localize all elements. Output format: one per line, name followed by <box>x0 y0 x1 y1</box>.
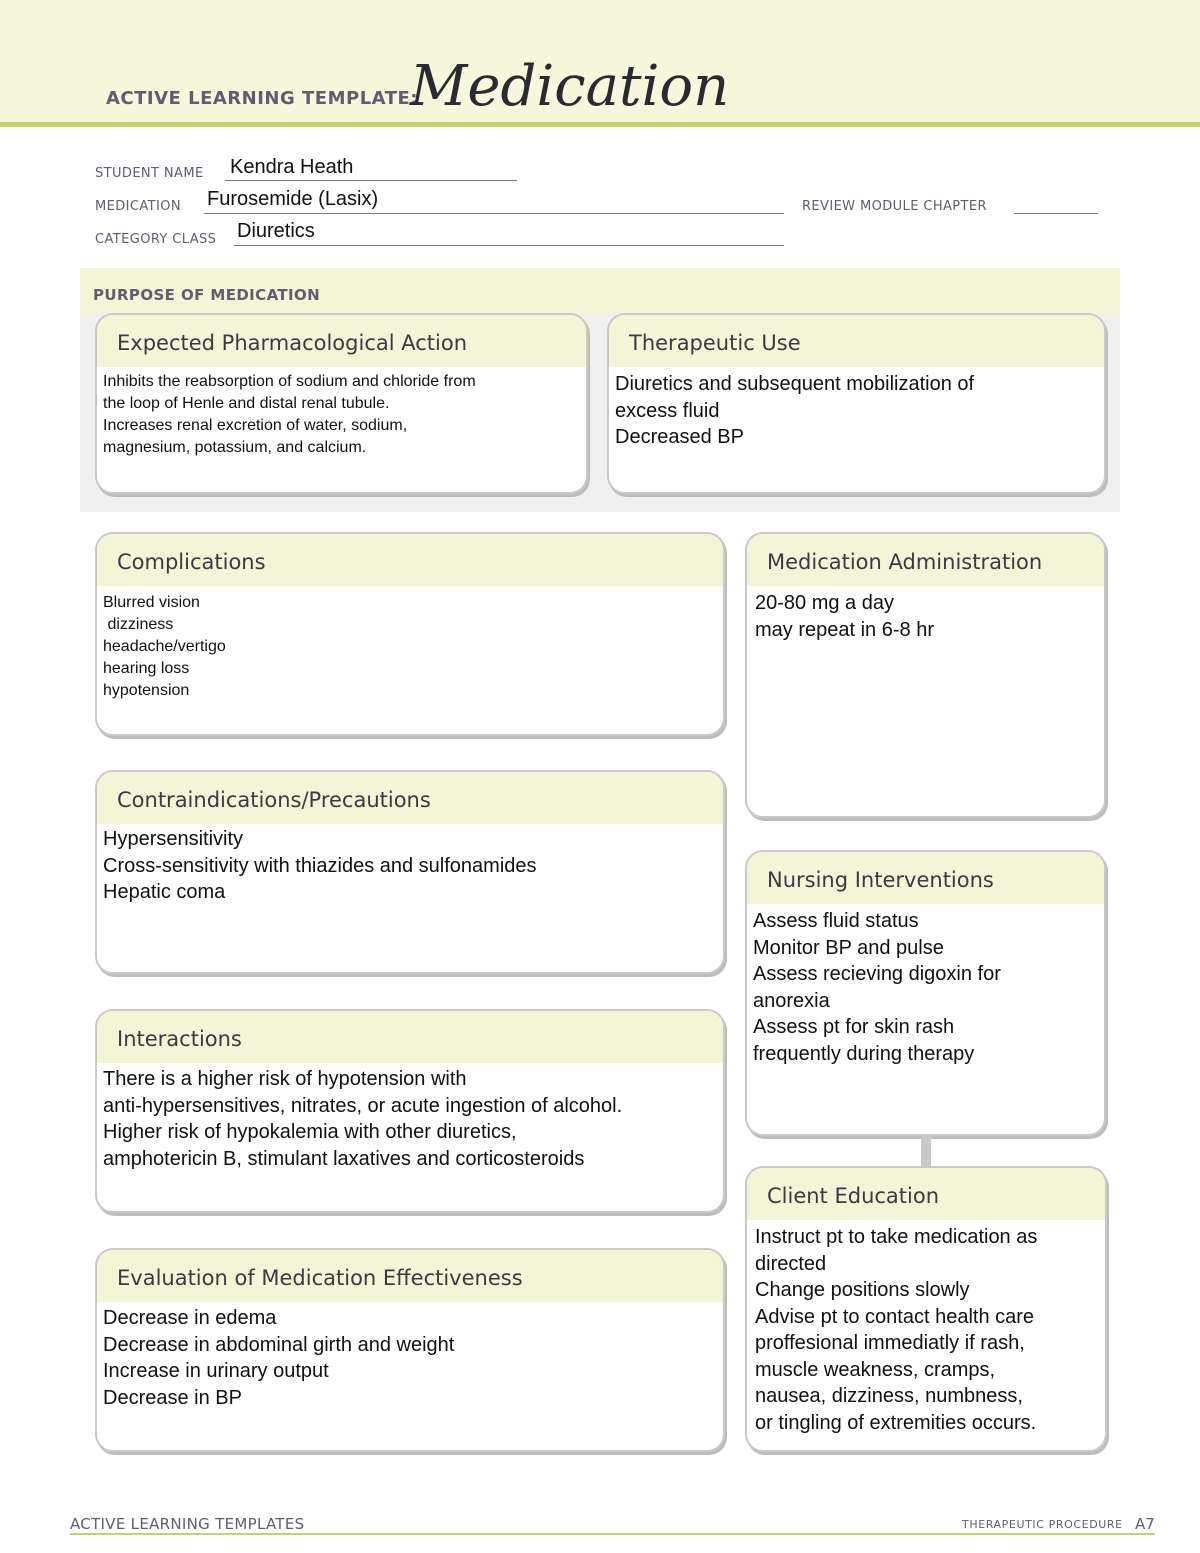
body-line: Advise pt to contact health care <box>755 1305 1035 1328</box>
complications-title: Complications <box>97 534 723 586</box>
medication-administration-body[interactable] <box>747 586 1104 643</box>
body-line: Decrease in BP <box>103 1386 242 1409</box>
body-line: headache/vertigo <box>103 638 226 655</box>
category-class-field[interactable]: Diuretics <box>237 220 315 242</box>
body-line: Monitor BP and pulse <box>753 936 944 959</box>
student-name-label: STUDENT NAME <box>95 166 204 181</box>
body-line: muscle weakness, cramps, <box>755 1358 996 1381</box>
footer-left: ACTIVE LEARNING TEMPLATES <box>70 1515 305 1533</box>
interactions-body[interactable] <box>97 1063 723 1172</box>
client-education-title: Client Education <box>747 1168 1105 1220</box>
nursing-interventions-box <box>745 850 1106 1136</box>
body-line: directed <box>755 1252 827 1275</box>
body-line: Cross-sensitivity with thiazides and sulfonamides <box>103 854 537 877</box>
template-title: Medication <box>410 54 730 119</box>
body-line: hypotension <box>103 682 190 699</box>
complications-box <box>95 532 725 736</box>
box-connector <box>921 1134 931 1166</box>
template-label: ACTIVE LEARNING TEMPLATE: <box>106 88 418 109</box>
body-line: 20-80 mg a day <box>755 592 894 614</box>
body-line: nausea, dizziness, numbness, <box>755 1385 1023 1407</box>
body-line: Decreased BP <box>615 426 744 448</box>
therapeutic-use-box <box>607 313 1106 494</box>
body-line: Decrease in edema <box>103 1307 277 1329</box>
evaluation-box <box>95 1248 725 1452</box>
body-line: magnesium, potassium, and calcium. <box>103 439 367 456</box>
contraindications-title: Contraindications/Precautions <box>97 772 723 824</box>
body-line: Inhibits the reabsorption of sodium and chloride from <box>103 373 476 390</box>
medication-administration-title: Medication Administration <box>747 534 1104 586</box>
interactions-box <box>95 1009 725 1213</box>
interactions-title: Interactions <box>97 1011 723 1063</box>
contraindications-body[interactable] <box>97 824 723 906</box>
body-line: Diuretics and subsequent mobilization of <box>615 373 975 395</box>
body-line: There is a higher risk of hypotension with <box>103 1068 467 1090</box>
body-line: the loop of Henle and distal renal tubule. <box>103 395 390 412</box>
body-line: excess fluid <box>615 399 720 422</box>
nursing-interventions-title: Nursing Interventions <box>747 852 1104 904</box>
body-line: Increases renal excretion of water, sodium, <box>103 417 408 434</box>
body-line: Hypersensitivity <box>103 828 244 850</box>
footer-right: THERAPEUTIC PROCEDURE <box>962 1518 1123 1531</box>
body-line: Increase in urinary output <box>103 1360 329 1382</box>
review-module-label: REVIEW MODULE CHAPTER <box>802 199 987 214</box>
medication-line <box>204 213 784 214</box>
medication-field[interactable]: Furosemide (Lasix) <box>207 188 379 210</box>
body-line: or tingling of extremities occurs. <box>755 1411 1037 1434</box>
expected-action-title: Expected Pharmacological Action <box>97 315 586 367</box>
evaluation-body[interactable] <box>97 1302 723 1411</box>
footer-page-number: A7 <box>1135 1515 1155 1533</box>
body-line: anorexia <box>753 989 830 1012</box>
body-line: proffesional immediatly if rash, <box>755 1332 1025 1354</box>
body-line: Decrease in abdominal girth and weight <box>103 1333 455 1356</box>
purpose-label: PURPOSE OF MEDICATION <box>93 286 321 304</box>
body-line: Assess recieving digoxin for <box>753 963 1001 985</box>
evaluation-title: Evaluation of Medication Effectiveness <box>97 1250 723 1302</box>
body-line: Hepatic coma <box>103 881 226 903</box>
body-line: Change positions slowly <box>755 1279 970 1301</box>
body-line: Higher risk of hypokalemia with other diuretics, <box>103 1121 517 1143</box>
medication-administration-box <box>745 532 1106 818</box>
body-line: Blurred vision <box>103 594 200 611</box>
student-name-line <box>225 180 517 181</box>
client-education-body[interactable] <box>747 1220 1105 1436</box>
nursing-interventions-body[interactable] <box>747 904 1104 1067</box>
body-line: Assess fluid status <box>753 910 919 932</box>
body-line: anti-hypersensitives, nitrates, or acute ingestion of alcohol. <box>103 1094 623 1117</box>
body-line: amphotericin B, stimulant laxatives and corticosteroids <box>103 1147 585 1170</box>
expected-action-body[interactable] <box>97 367 586 459</box>
header-rule <box>0 122 1200 127</box>
review-module-field[interactable] <box>1014 213 1098 214</box>
body-line: hearing loss <box>103 660 190 677</box>
medication-label: MEDICATION <box>95 199 181 214</box>
therapeutic-use-title: Therapeutic Use <box>609 315 1104 367</box>
complications-body[interactable] <box>97 586 723 702</box>
body-line: dizziness <box>103 616 174 633</box>
category-class-label: CATEGORY CLASS <box>95 232 217 247</box>
body-line: Assess pt for skin rash <box>753 1016 955 1038</box>
therapeutic-use-body[interactable] <box>609 367 1104 451</box>
client-education-box <box>745 1166 1107 1452</box>
contraindications-box <box>95 770 725 974</box>
footer-rule <box>70 1533 1155 1535</box>
body-line: may repeat in 6-8 hr <box>755 618 934 641</box>
category-class-line <box>234 245 784 246</box>
expected-action-box <box>95 313 588 494</box>
student-name-field[interactable]: Kendra Heath <box>230 156 354 178</box>
body-line: frequently during therapy <box>753 1042 975 1065</box>
body-line: Instruct pt to take medication as <box>755 1226 1038 1248</box>
